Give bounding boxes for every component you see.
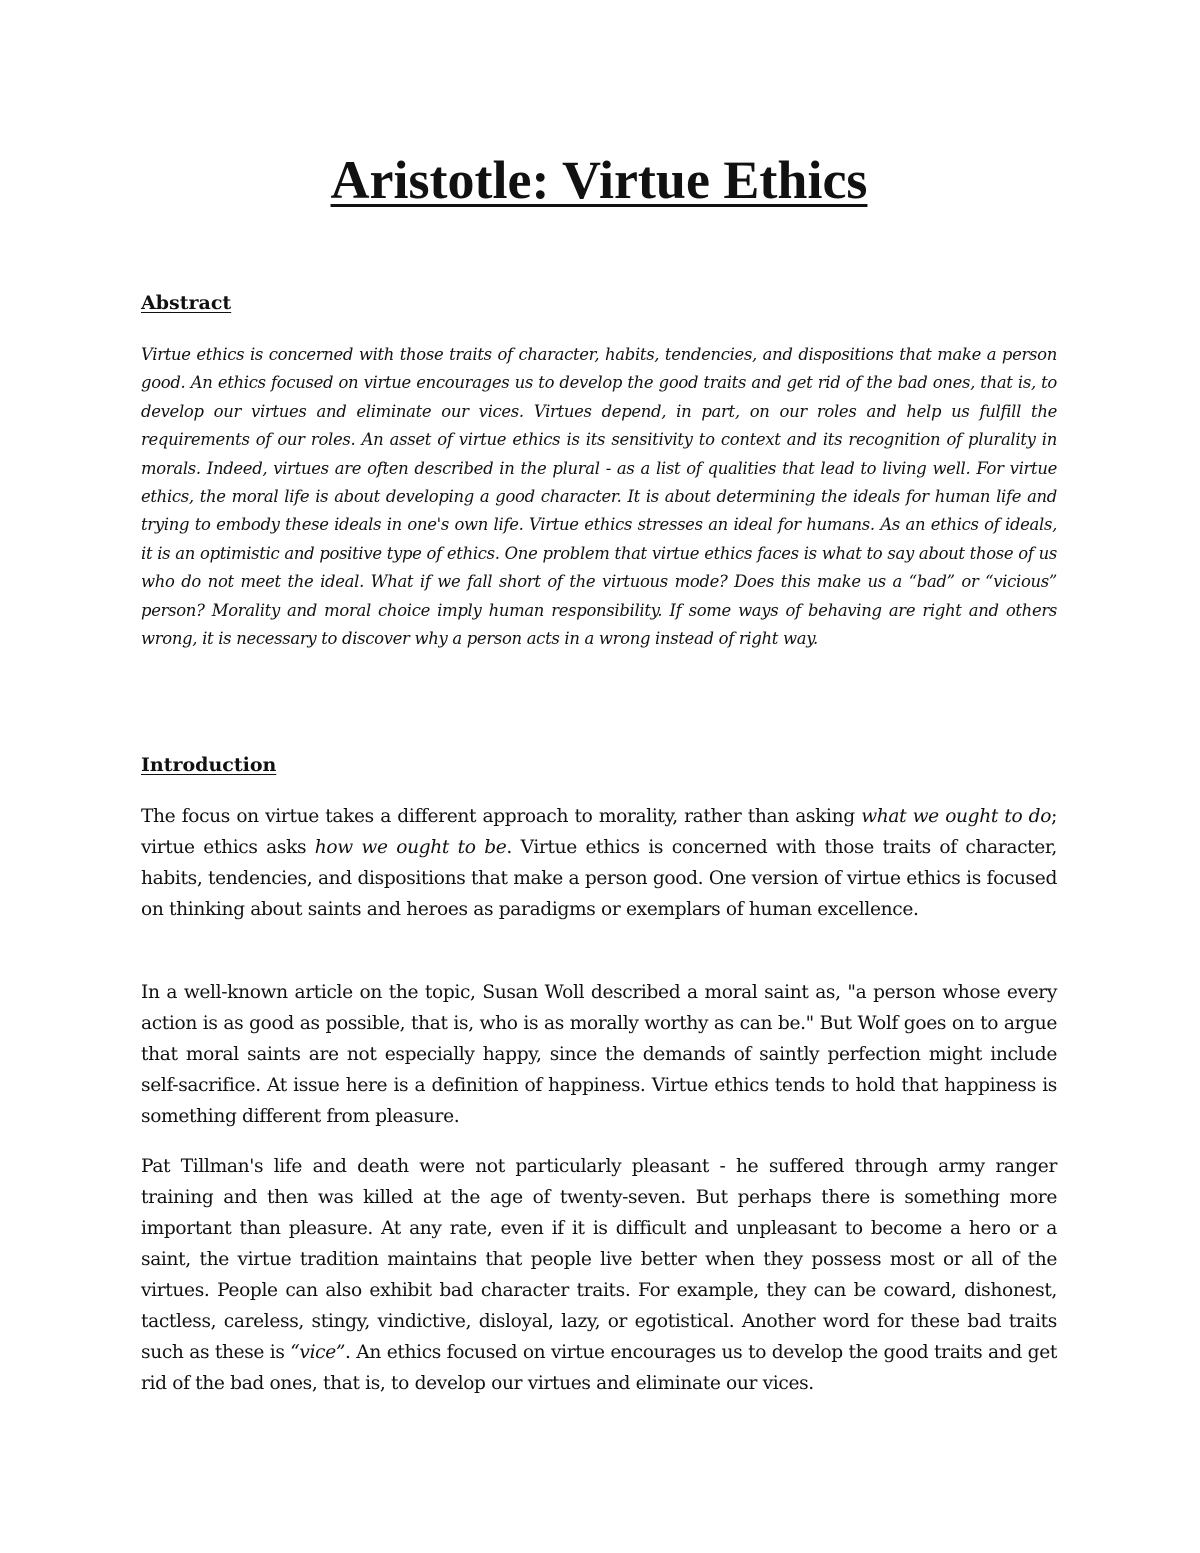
document-page (141, 0, 1057, 1553)
p1-text-c: ; virtue ethics asks (141, 806, 1057, 858)
abstract-text: Virtue ethics is concerned with those traits of character, habits, tendencies, and dispositions that make a person good. An ethics focused on virtue encourages us to develop the good traits and get rid of the bad ones, that is, to develop our virtues and eliminate our vices. Virtues depend, in part, on our roles and help us fulfill the requirements of our roles. An asset of virtue ethics is its sensitivity to context and its recognition of plurality in morals. Indeed, virtues are often described in the plural - as a list of qualities that lead to living well. For virtue ethics, the moral life is about developing a good character. It is about determining the ideals for human life and trying to embody these ideals in one's own life. Virtue ethics stresses an ideal for humans. As an ethics of ideals, it is an optimistic and positive type of ethics. One problem that virtue ethics faces is what to say about those of us who do not meet the ideal. What if we fall short of the virtuous mode? Does this make us a “bad” or “vicious” person? Morality and moral choice imply human responsibility. If some ways of behaving are right and others wrong, it is necessary to discover why a person acts in a wrong instead of right way. (141, 345, 1057, 649)
introduction-paragraph-1 (141, 801, 1057, 925)
p3-emphasis-vice: “vice” (290, 1342, 346, 1363)
p3-text-c: . An ethics focused on virtue encourages us to develop the good traits and get rid of the bad ones, that is, to develop our virtues and eliminate our vices. (141, 1342, 1057, 1394)
introduction-paragraph-2: In a well-known article on the topic, Susan Woll described a moral saint as, "a person whose every action is as good as possible, that is, who is as morally worthy as can be." But Wolf goes on to argue that moral saints are not especially happy, since the demands of saintly perfection might include self-sacrifice. At issue here is a definition of happiness. Virtue ethics tends to hold that happiness is something different from pleasure. (141, 982, 1057, 1127)
p3-text-a: Pat Tillman's life and death were not particularly pleasant - he suffered through army ranger training and then was killed at the age of twenty-seven. But perhaps there is something more important than pleasure. At any rate, even if it is difficult and unpleasant to become a hero or a saint, the virtue tradition maintains that people live better when they possess most or all of the virtues. People can also exhibit bad character traits. For example, they can be coward, dishonest, tactless, careless, stingy, vindictive, disloyal, lazy, or egotistical. Another word for these bad traits such as these is (141, 1156, 1057, 1363)
p1-text-a: The focus on virtue takes a different approach to morality, rather than asking (141, 806, 862, 827)
introduction-paragraph-3 (141, 1151, 1057, 1399)
p1-emphasis-ought-to-do: what we ought to do (861, 806, 1052, 827)
document-title: Aristotle: Virtue Ethics (330, 150, 868, 210)
p1-text-e: . Virtue ethics is concerned with those traits of character, habits, tendencies, and dispositions that make a person good. One version of virtue ethics is focused on thinking about saints and heroes as paradigms or exemplars of human excellence. (141, 837, 1057, 920)
abstract-heading: Abstract (141, 292, 232, 314)
p1-emphasis-ought-to-be: how we ought to be (314, 837, 507, 858)
introduction-heading: Introduction (141, 754, 277, 776)
